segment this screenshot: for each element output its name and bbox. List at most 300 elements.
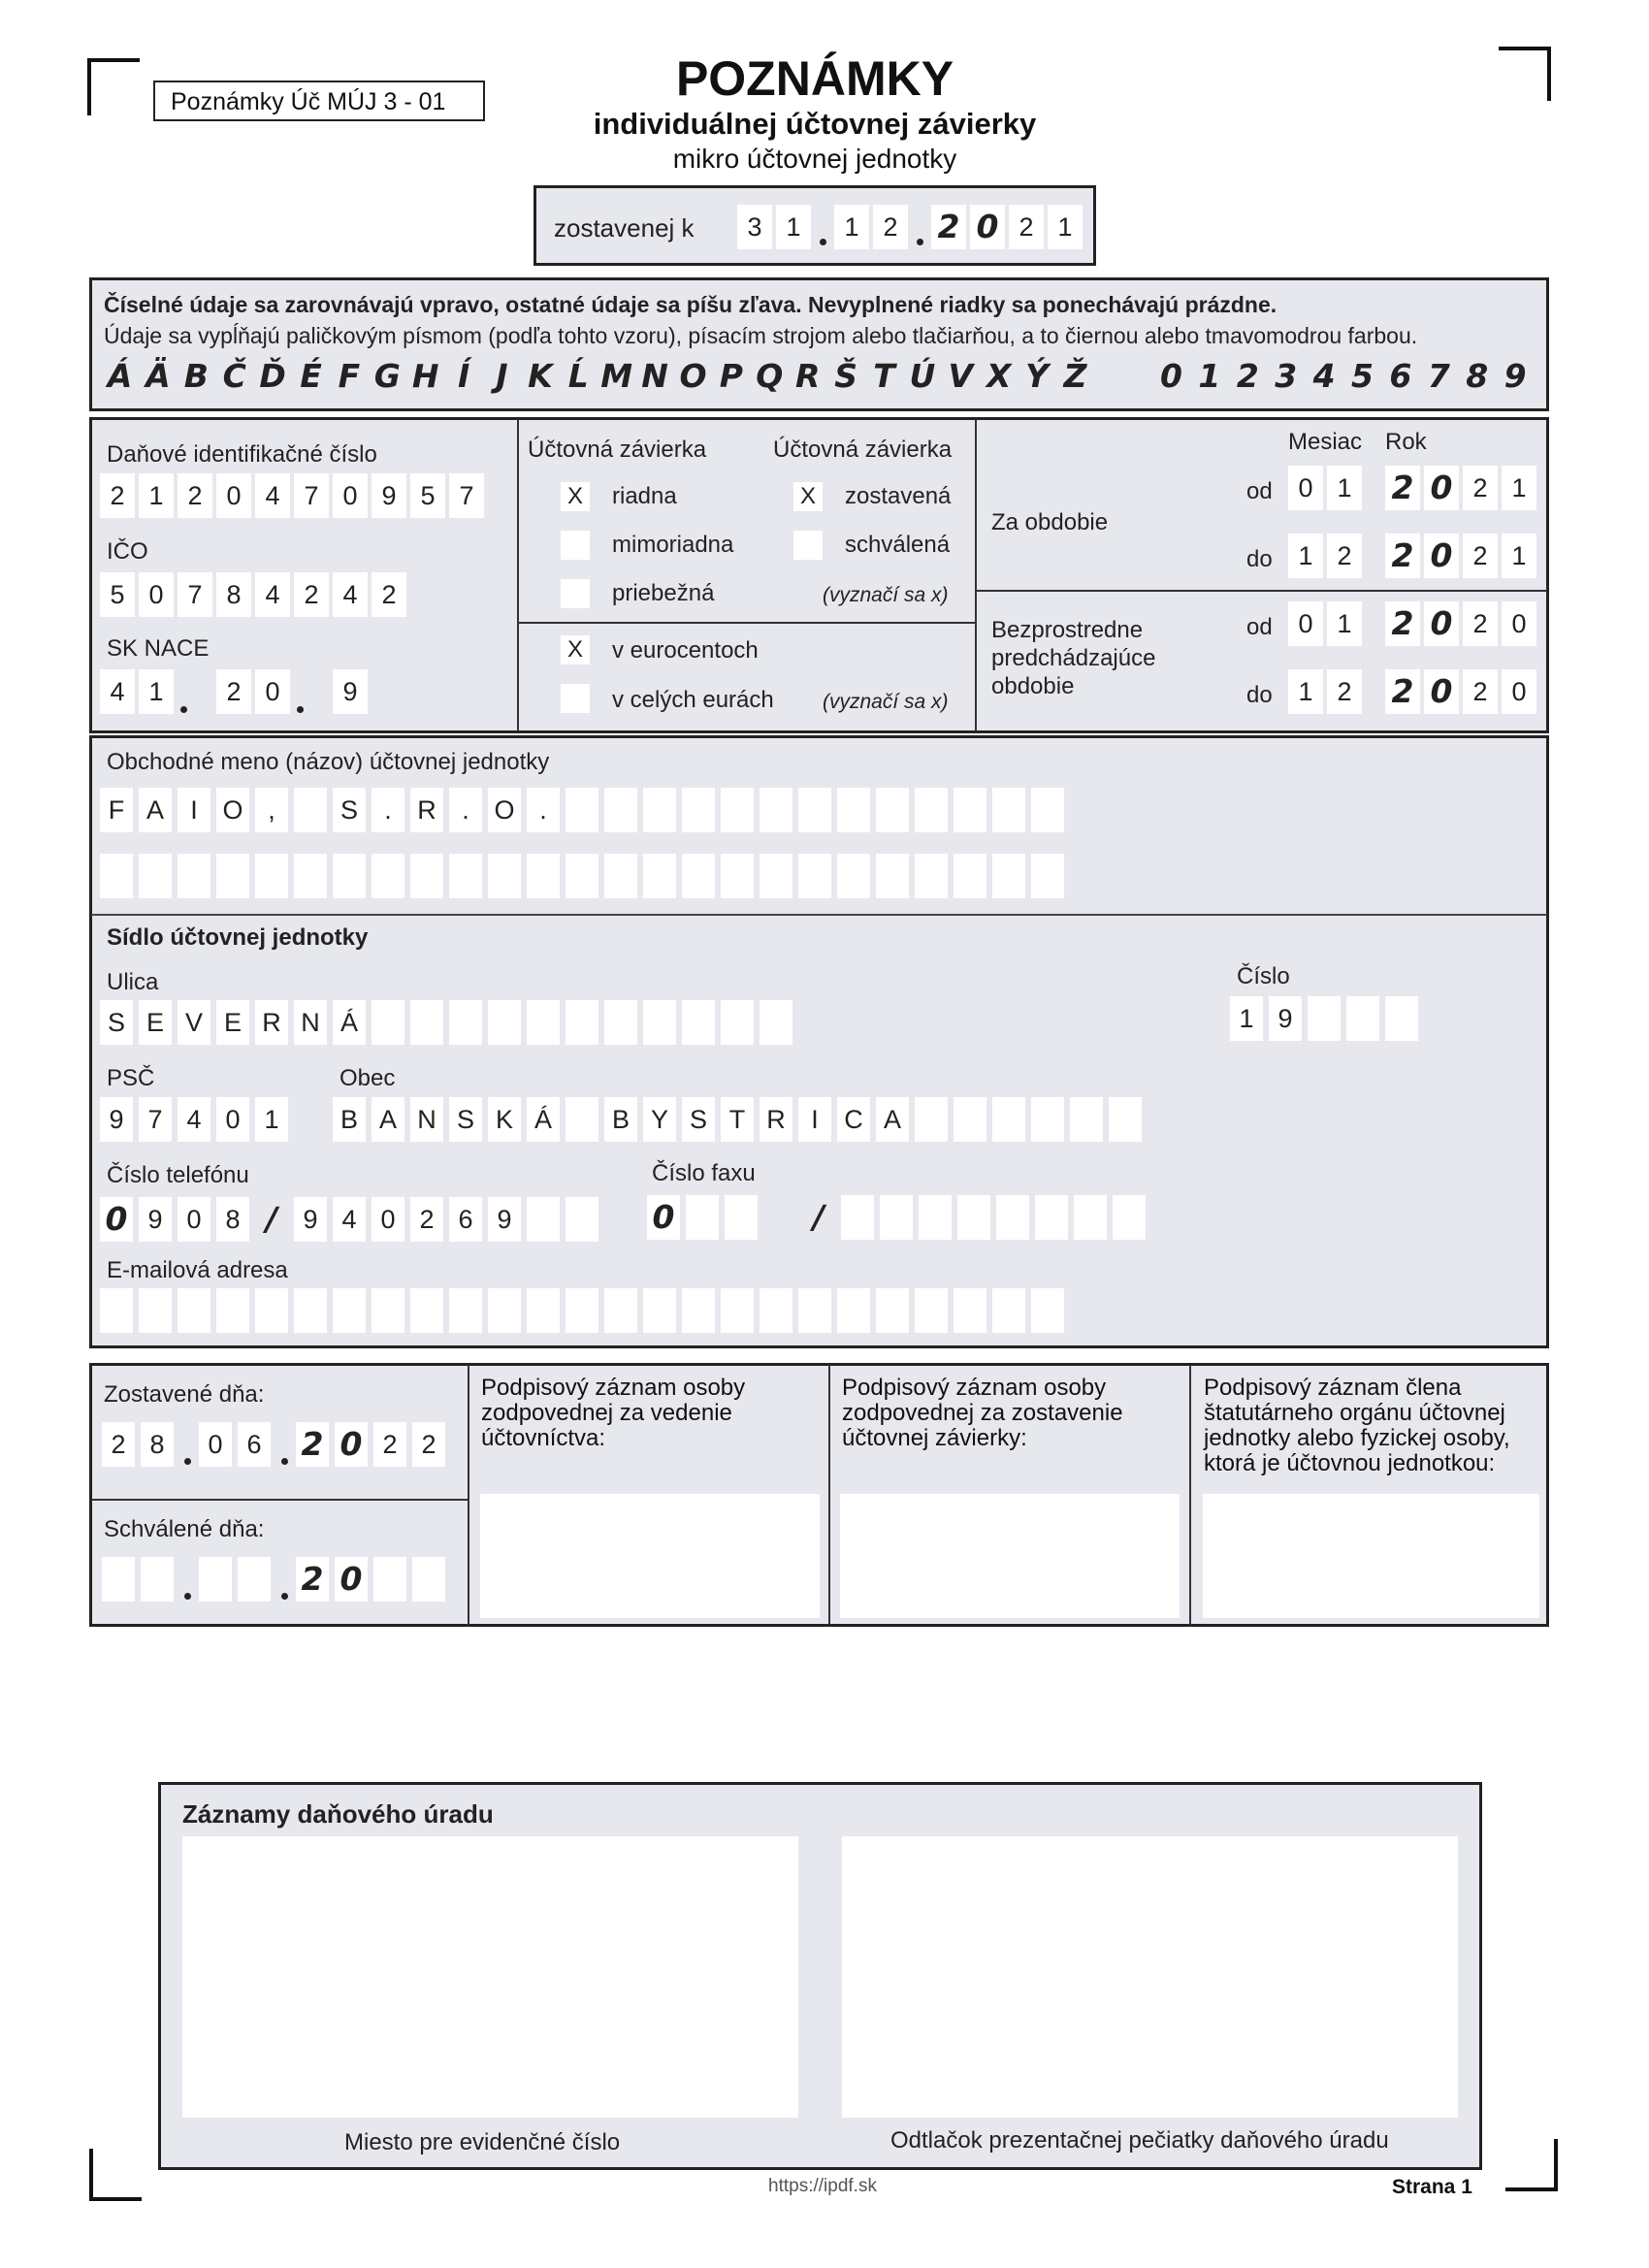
stamp-field[interactable] (842, 1836, 1458, 2118)
name-cell-row2[interactable] (294, 854, 327, 898)
street-cell[interactable]: V (178, 1000, 210, 1045)
sample-letter: V (948, 357, 974, 395)
phone-number-cell[interactable]: 2 (410, 1197, 443, 1242)
separator-dot (297, 706, 304, 713)
prev-from-label: od (1246, 614, 1273, 640)
name-cell[interactable]: . (527, 788, 560, 832)
divider (828, 1365, 830, 1625)
period-year-cell[interactable]: 2 (1385, 534, 1420, 578)
city-cell[interactable]: A (372, 1097, 404, 1142)
fax-slash: / (812, 1198, 825, 1236)
name-cell-row2[interactable] (954, 854, 986, 898)
email-cell[interactable] (178, 1288, 210, 1333)
corner-mark-bottom-left (89, 2149, 142, 2201)
street-cell[interactable] (721, 1000, 754, 1045)
name-cell[interactable] (1031, 788, 1064, 832)
street-cell[interactable]: E (139, 1000, 172, 1045)
email-cell[interactable] (1031, 1288, 1064, 1333)
psc-cell[interactable]: 0 (216, 1097, 249, 1142)
phone-number-cell[interactable]: 6 (449, 1197, 482, 1242)
name-cell[interactable] (721, 788, 754, 832)
approved-on-cell[interactable] (141, 1557, 174, 1602)
psc-cell[interactable]: 4 (178, 1097, 210, 1142)
period-month-cell[interactable]: 1 (1288, 534, 1323, 578)
name-cell[interactable] (992, 788, 1025, 832)
street-label: Ulica (107, 969, 159, 995)
mimoriadna-checkbox[interactable] (561, 531, 590, 560)
approved-year-cell[interactable] (412, 1557, 445, 1602)
email-cell[interactable] (682, 1288, 715, 1333)
name-cell-row2[interactable] (178, 854, 210, 898)
sample-letter: M (600, 357, 633, 395)
name-cell-row2[interactable] (992, 854, 1025, 898)
sig1-label: Podpisový záznam osoby zodpovednej za vedenie účtovníctva: (481, 1375, 746, 1451)
email-cell[interactable] (721, 1288, 754, 1333)
fax-number-cell[interactable] (1035, 1195, 1068, 1240)
nace-cell[interactable]: 1 (139, 669, 174, 714)
number-cell[interactable] (1385, 996, 1418, 1041)
dic-cell[interactable]: 5 (410, 473, 445, 518)
city-cell[interactable]: S (682, 1097, 715, 1142)
city-cell[interactable]: N (410, 1097, 443, 1142)
phone-number-cell[interactable]: 4 (333, 1197, 366, 1242)
name-cell[interactable] (643, 788, 676, 832)
compiled-date-cell[interactable]: 2 (1009, 205, 1044, 249)
email-cell[interactable] (798, 1288, 831, 1333)
sample-letter: B (183, 357, 209, 395)
phone-number-cell[interactable] (566, 1197, 598, 1242)
schvalena-label: schválená (845, 532, 951, 558)
name-cell-row2[interactable] (566, 854, 598, 898)
period-year-cell[interactable]: 1 (1502, 534, 1536, 578)
number-cell[interactable] (1308, 996, 1341, 1041)
euro-label: v celých eurách (612, 687, 774, 713)
name-cell-row2[interactable] (837, 854, 870, 898)
street-cell[interactable] (566, 1000, 598, 1045)
name-cell[interactable]: O (216, 788, 249, 832)
name-cell-row2[interactable] (333, 854, 366, 898)
divider (975, 419, 977, 731)
name-cell-row2[interactable] (488, 854, 521, 898)
compiled-date-cell[interactable]: 2 (931, 205, 966, 249)
name-cell-row2[interactable] (410, 854, 443, 898)
phone-number-cell[interactable]: 9 (294, 1197, 327, 1242)
period-year-cell[interactable]: 0 (1424, 534, 1459, 578)
email-cell[interactable] (410, 1288, 443, 1333)
compiled-on-cell[interactable]: 0 (335, 1422, 368, 1467)
fax-number-cell[interactable] (1113, 1195, 1146, 1240)
sig3-label: Podpisový záznam člena štatutárneho orgánu účtovnej jednotky alebo fyzickej osoby, ktorá je účtovnou jednotkou: (1204, 1375, 1510, 1476)
phone-number-cell[interactable]: 0 (372, 1197, 404, 1242)
nace-cell[interactable]: 9 (333, 669, 368, 714)
fax-number-cell[interactable] (841, 1195, 874, 1240)
phone-number-cell[interactable]: 9 (488, 1197, 521, 1242)
psc-cell[interactable]: 7 (139, 1097, 172, 1142)
name-cell[interactable] (954, 788, 986, 832)
compiled-date-cell[interactable]: 1 (776, 205, 811, 249)
divider (1189, 1365, 1191, 1625)
city-cell[interactable]: Á (527, 1097, 560, 1142)
period-year-cell[interactable]: 2 (1385, 601, 1420, 646)
form-code-box (153, 81, 485, 121)
name-cell-row2[interactable] (372, 854, 404, 898)
email-cell[interactable] (643, 1288, 676, 1333)
name-cell[interactable] (294, 788, 327, 832)
email-cell[interactable] (566, 1288, 598, 1333)
name-cell[interactable]: I (178, 788, 210, 832)
separator-dot (184, 1593, 191, 1600)
page-subtitle-2: mikro účtovnej jednotky (672, 144, 957, 174)
name-cell[interactable] (566, 788, 598, 832)
ico-cell[interactable]: 0 (139, 572, 174, 617)
sample-letter: P (719, 357, 743, 395)
separator-dot (184, 1458, 191, 1465)
name-cell-row2[interactable] (876, 854, 909, 898)
city-cell[interactable]: C (837, 1097, 870, 1142)
street-cell[interactable] (527, 1000, 560, 1045)
evidence-number-field[interactable] (182, 1836, 798, 2118)
email-cell[interactable] (837, 1288, 870, 1333)
divider (517, 419, 519, 731)
period-year-cell[interactable]: 0 (1424, 466, 1459, 510)
street-cell[interactable] (643, 1000, 676, 1045)
street-cell[interactable]: S (100, 1000, 133, 1045)
period-year-cell[interactable]: 2 (1463, 534, 1498, 578)
name-cell[interactable]: F (100, 788, 133, 832)
dic-cell[interactable]: 0 (333, 473, 368, 518)
compiled-on-cell[interactable]: 2 (296, 1422, 329, 1467)
name-cell[interactable]: A (139, 788, 172, 832)
compiled-on-cell[interactable]: 0 (199, 1422, 232, 1467)
prev-period-label-3: obdobie (991, 673, 1075, 699)
sample-digit: 8 (1466, 357, 1489, 395)
year-header: Rok (1385, 429, 1427, 455)
period-year-cell[interactable]: 2 (1463, 601, 1498, 646)
divider (519, 622, 975, 624)
compiled-on-cell[interactable]: 2 (412, 1422, 445, 1467)
ico-cell[interactable]: 7 (178, 572, 212, 617)
fax-prefix-cell[interactable]: 0 (647, 1195, 680, 1240)
priebezna-checkbox[interactable] (561, 579, 590, 608)
compiled-label: zostavenej k (554, 213, 695, 243)
dic-cell[interactable]: 1 (139, 473, 174, 518)
sig3-field[interactable] (1203, 1494, 1539, 1618)
approved-on-cell[interactable] (199, 1557, 232, 1602)
ico-cell[interactable]: 5 (100, 572, 135, 617)
eurocent-checkbox[interactable]: X (561, 635, 590, 664)
name-cell[interactable] (682, 788, 715, 832)
street-cell[interactable] (372, 1000, 404, 1045)
tax-office-title: Záznamy daňového úradu (182, 1799, 494, 1829)
email-cell[interactable] (372, 1288, 404, 1333)
city-cell[interactable] (566, 1097, 598, 1142)
phone-number-cell[interactable] (527, 1197, 560, 1242)
compiled-on-cell[interactable]: 8 (141, 1422, 174, 1467)
period-year-cell[interactable]: 0 (1502, 669, 1536, 714)
email-cell[interactable] (954, 1288, 986, 1333)
email-cell[interactable] (527, 1288, 560, 1333)
seat-label: Sídlo účtovnej jednotky (107, 924, 369, 951)
name-cell[interactable] (915, 788, 948, 832)
prev-period-label-1: Bezprostredne (991, 617, 1144, 643)
city-cell[interactable]: S (449, 1097, 482, 1142)
fax-number-cell[interactable] (1074, 1195, 1107, 1240)
period-month-cell[interactable]: 1 (1327, 601, 1362, 646)
email-cell[interactable] (449, 1288, 482, 1333)
period-year-cell[interactable]: 2 (1463, 466, 1498, 510)
nace-cell[interactable]: 0 (255, 669, 290, 714)
dic-cell[interactable]: 0 (216, 473, 251, 518)
name-cell[interactable]: . (449, 788, 482, 832)
corner-mark-bottom-right (1505, 2139, 1558, 2191)
period-year-cell[interactable]: 0 (1424, 669, 1459, 714)
sample-digit: 7 (1427, 357, 1450, 395)
sample-letter: Ú (909, 357, 936, 395)
name-cell-row2[interactable] (643, 854, 676, 898)
sample-letter: Č (222, 357, 246, 395)
street-cell[interactable]: R (255, 1000, 288, 1045)
city-cell[interactable] (915, 1097, 948, 1142)
phone-prefix-cell[interactable]: 8 (216, 1197, 249, 1242)
phone-prefix-cell[interactable]: 0 (178, 1197, 210, 1242)
city-cell[interactable]: Y (643, 1097, 676, 1142)
name-cell[interactable]: O (488, 788, 521, 832)
fax-number-cell[interactable] (880, 1195, 913, 1240)
approved-on-cell[interactable] (238, 1557, 271, 1602)
sample-letter: Ž (1063, 357, 1087, 395)
cur-to-label: do (1246, 546, 1273, 572)
nace-cell[interactable]: 4 (100, 669, 135, 714)
sample-letter: R (794, 357, 821, 395)
city-cell[interactable]: B (604, 1097, 637, 1142)
sample-letter: N (641, 357, 668, 395)
prev-to-label: do (1246, 682, 1273, 708)
name-cell[interactable] (798, 788, 831, 832)
mimoriadna-label: mimoriadna (612, 532, 734, 558)
email-cell[interactable] (255, 1288, 288, 1333)
email-cell[interactable] (333, 1288, 366, 1333)
compiled-on-cell[interactable]: 2 (102, 1422, 135, 1467)
sample-digit: 1 (1198, 357, 1221, 395)
street-cell[interactable] (604, 1000, 637, 1045)
street-cell[interactable] (410, 1000, 443, 1045)
compiled-on-cell[interactable]: 2 (373, 1422, 406, 1467)
psc-cell[interactable]: 1 (255, 1097, 288, 1142)
sample-letter: O (679, 357, 707, 395)
number-label: Číslo (1237, 963, 1290, 989)
email-cell[interactable] (915, 1288, 948, 1333)
euro-checkbox[interactable] (561, 684, 590, 713)
sample-letter: Š (834, 357, 857, 395)
email-cell[interactable] (760, 1288, 792, 1333)
nace-cell[interactable]: 2 (216, 669, 251, 714)
name-cell-row2[interactable] (139, 854, 172, 898)
page-title: POZNÁMKY (675, 51, 954, 106)
dic-cell[interactable]: 9 (372, 473, 406, 518)
ico-label: IČO (107, 538, 148, 565)
fax-prefix-cell[interactable] (686, 1195, 719, 1240)
phone-prefix-cell[interactable]: 0 (100, 1197, 133, 1242)
psc-cell[interactable]: 9 (100, 1097, 133, 1142)
compiled-date-cell[interactable]: 3 (737, 205, 772, 249)
period-month-cell[interactable]: 0 (1288, 466, 1323, 510)
city-cell[interactable] (992, 1097, 1025, 1142)
sample-letter: X (986, 357, 1012, 395)
city-cell[interactable] (1031, 1097, 1064, 1142)
zostavena-checkbox[interactable]: X (793, 482, 823, 511)
dic-cell[interactable]: 7 (294, 473, 329, 518)
separator-dot (820, 239, 826, 245)
name-cell-row2[interactable] (100, 854, 133, 898)
sample-letter: Ď (259, 357, 286, 395)
fax-prefix-cell[interactable] (725, 1195, 758, 1240)
period-month-cell[interactable]: 1 (1288, 669, 1323, 714)
street-cell[interactable] (682, 1000, 715, 1045)
name-cell[interactable]: S (333, 788, 366, 832)
sample-letter: Q (756, 357, 784, 395)
email-cell[interactable] (604, 1288, 637, 1333)
name-cell-row2[interactable] (1031, 854, 1064, 898)
sig2-field[interactable] (840, 1494, 1180, 1618)
phone-prefix-cell[interactable]: 9 (139, 1197, 172, 1242)
street-cell[interactable]: E (216, 1000, 249, 1045)
ico-cell[interactable]: 4 (255, 572, 290, 617)
period-year-cell[interactable]: 2 (1463, 669, 1498, 714)
name-cell-row2[interactable] (255, 854, 288, 898)
name-cell[interactable] (760, 788, 792, 832)
dic-cell[interactable]: 2 (100, 473, 135, 518)
footer-url[interactable]: https://ipdf.sk (768, 2176, 877, 2196)
sample-letter: H (411, 357, 439, 395)
period-year-cell[interactable]: 2 (1385, 466, 1420, 510)
schvalena-checkbox[interactable] (793, 531, 823, 560)
period-year-cell[interactable]: 0 (1424, 601, 1459, 646)
approved-on-cell[interactable] (102, 1557, 135, 1602)
name-cell[interactable] (604, 788, 637, 832)
phone-label: Číslo telefónu (107, 1162, 249, 1188)
period-month-cell[interactable]: 0 (1288, 601, 1323, 646)
cur-from-label: od (1246, 478, 1273, 504)
ico-cell[interactable]: 4 (333, 572, 368, 617)
number-cell[interactable]: 1 (1230, 996, 1263, 1041)
compiled-date-cell[interactable]: 1 (1048, 205, 1083, 249)
sample-letter: T (873, 357, 895, 395)
city-cell[interactable]: I (798, 1097, 831, 1142)
email-cell[interactable] (488, 1288, 521, 1333)
name-cell-row2[interactable] (216, 854, 249, 898)
name-cell[interactable]: R (410, 788, 443, 832)
closing-col2-header: Účtovná závierka (773, 437, 953, 463)
name-cell-row2[interactable] (682, 854, 715, 898)
name-cell-row2[interactable] (449, 854, 482, 898)
city-cell[interactable] (954, 1097, 986, 1142)
ico-cell[interactable]: 2 (372, 572, 406, 617)
street-cell[interactable] (488, 1000, 521, 1045)
riadna-label: riadna (612, 483, 677, 509)
approved-on-label: Schválené dňa: (104, 1516, 265, 1542)
sig1-field[interactable] (480, 1494, 820, 1618)
number-cell[interactable]: 9 (1269, 996, 1302, 1041)
period-month-cell[interactable]: 1 (1327, 466, 1362, 510)
sample-letter: Ĺ (567, 357, 589, 395)
name-cell-row2[interactable] (915, 854, 948, 898)
city-cell[interactable] (1070, 1097, 1103, 1142)
fax-number-cell[interactable] (919, 1195, 952, 1240)
fax-number-cell[interactable] (957, 1195, 990, 1240)
name-cell[interactable] (837, 788, 870, 832)
sample-digit: 9 (1504, 357, 1527, 395)
ico-cell[interactable]: 2 (294, 572, 329, 617)
ico-cell[interactable]: 8 (216, 572, 251, 617)
compiled-on-cell[interactable]: 6 (238, 1422, 271, 1467)
email-cell[interactable] (216, 1288, 249, 1333)
approved-year-cell[interactable] (373, 1557, 406, 1602)
current-period-label: Za obdobie (991, 509, 1109, 535)
name-cell-row2[interactable] (721, 854, 754, 898)
period-year-cell[interactable]: 2 (1385, 669, 1420, 714)
email-cell[interactable] (294, 1288, 327, 1333)
city-cell[interactable]: A (876, 1097, 909, 1142)
fax-number-cell[interactable] (996, 1195, 1029, 1240)
compiled-date-cell[interactable]: 0 (970, 205, 1005, 249)
period-month-cell[interactable]: 2 (1327, 534, 1362, 578)
compiled-date-cell[interactable]: 1 (834, 205, 869, 249)
name-cell[interactable]: . (372, 788, 404, 832)
street-cell[interactable] (760, 1000, 792, 1045)
name-cell[interactable]: , (255, 788, 288, 832)
number-cell[interactable] (1346, 996, 1379, 1041)
city-cell[interactable]: B (333, 1097, 366, 1142)
dic-cell[interactable]: 2 (178, 473, 212, 518)
email-cell[interactable] (100, 1288, 133, 1333)
name-cell-row2[interactable] (527, 854, 560, 898)
priebezna-label: priebežná (612, 580, 715, 606)
dic-cell[interactable]: 4 (255, 473, 290, 518)
dic-cell[interactable]: 7 (449, 473, 484, 518)
street-cell[interactable]: Á (333, 1000, 366, 1045)
name-cell-row2[interactable] (604, 854, 637, 898)
evidence-number-caption: Miesto pre evidenčné číslo (344, 2129, 621, 2155)
name-cell-row2[interactable] (760, 854, 792, 898)
riadna-checkbox[interactable]: X (561, 482, 590, 511)
city-cell[interactable] (1109, 1097, 1142, 1142)
email-cell[interactable] (139, 1288, 172, 1333)
prev-period-label-2: predchádzajúce (991, 645, 1156, 671)
period-year-cell[interactable]: 0 (1502, 601, 1536, 646)
name-cell[interactable] (876, 788, 909, 832)
instructions-line-1: Číselné údaje sa zarovnávajú vpravo, ostatné údaje sa píšu zľava. Nevyplnené riadky sa ponechávajú prázdne. (104, 292, 1277, 317)
period-month-cell[interactable]: 2 (1327, 669, 1362, 714)
separator-dot (180, 706, 187, 713)
street-cell[interactable] (449, 1000, 482, 1045)
street-cell[interactable]: N (294, 1000, 327, 1045)
sample-digit: 5 (1351, 357, 1374, 395)
approved-year-cell[interactable]: 0 (335, 1557, 368, 1602)
approved-year-cell[interactable]: 2 (296, 1557, 329, 1602)
email-cell[interactable] (876, 1288, 909, 1333)
city-cell[interactable]: R (760, 1097, 792, 1142)
sample-letter: J (496, 357, 508, 395)
zostavena-label: zostavená (845, 483, 952, 509)
city-cell[interactable]: K (488, 1097, 521, 1142)
period-year-cell[interactable]: 1 (1502, 466, 1536, 510)
compiled-date-cell[interactable]: 2 (873, 205, 908, 249)
nace-label: SK NACE (107, 635, 210, 662)
email-cell[interactable] (992, 1288, 1025, 1333)
name-cell-row2[interactable] (798, 854, 831, 898)
city-cell[interactable]: T (721, 1097, 754, 1142)
mark-note: (vyznačí sa x) (823, 584, 949, 606)
